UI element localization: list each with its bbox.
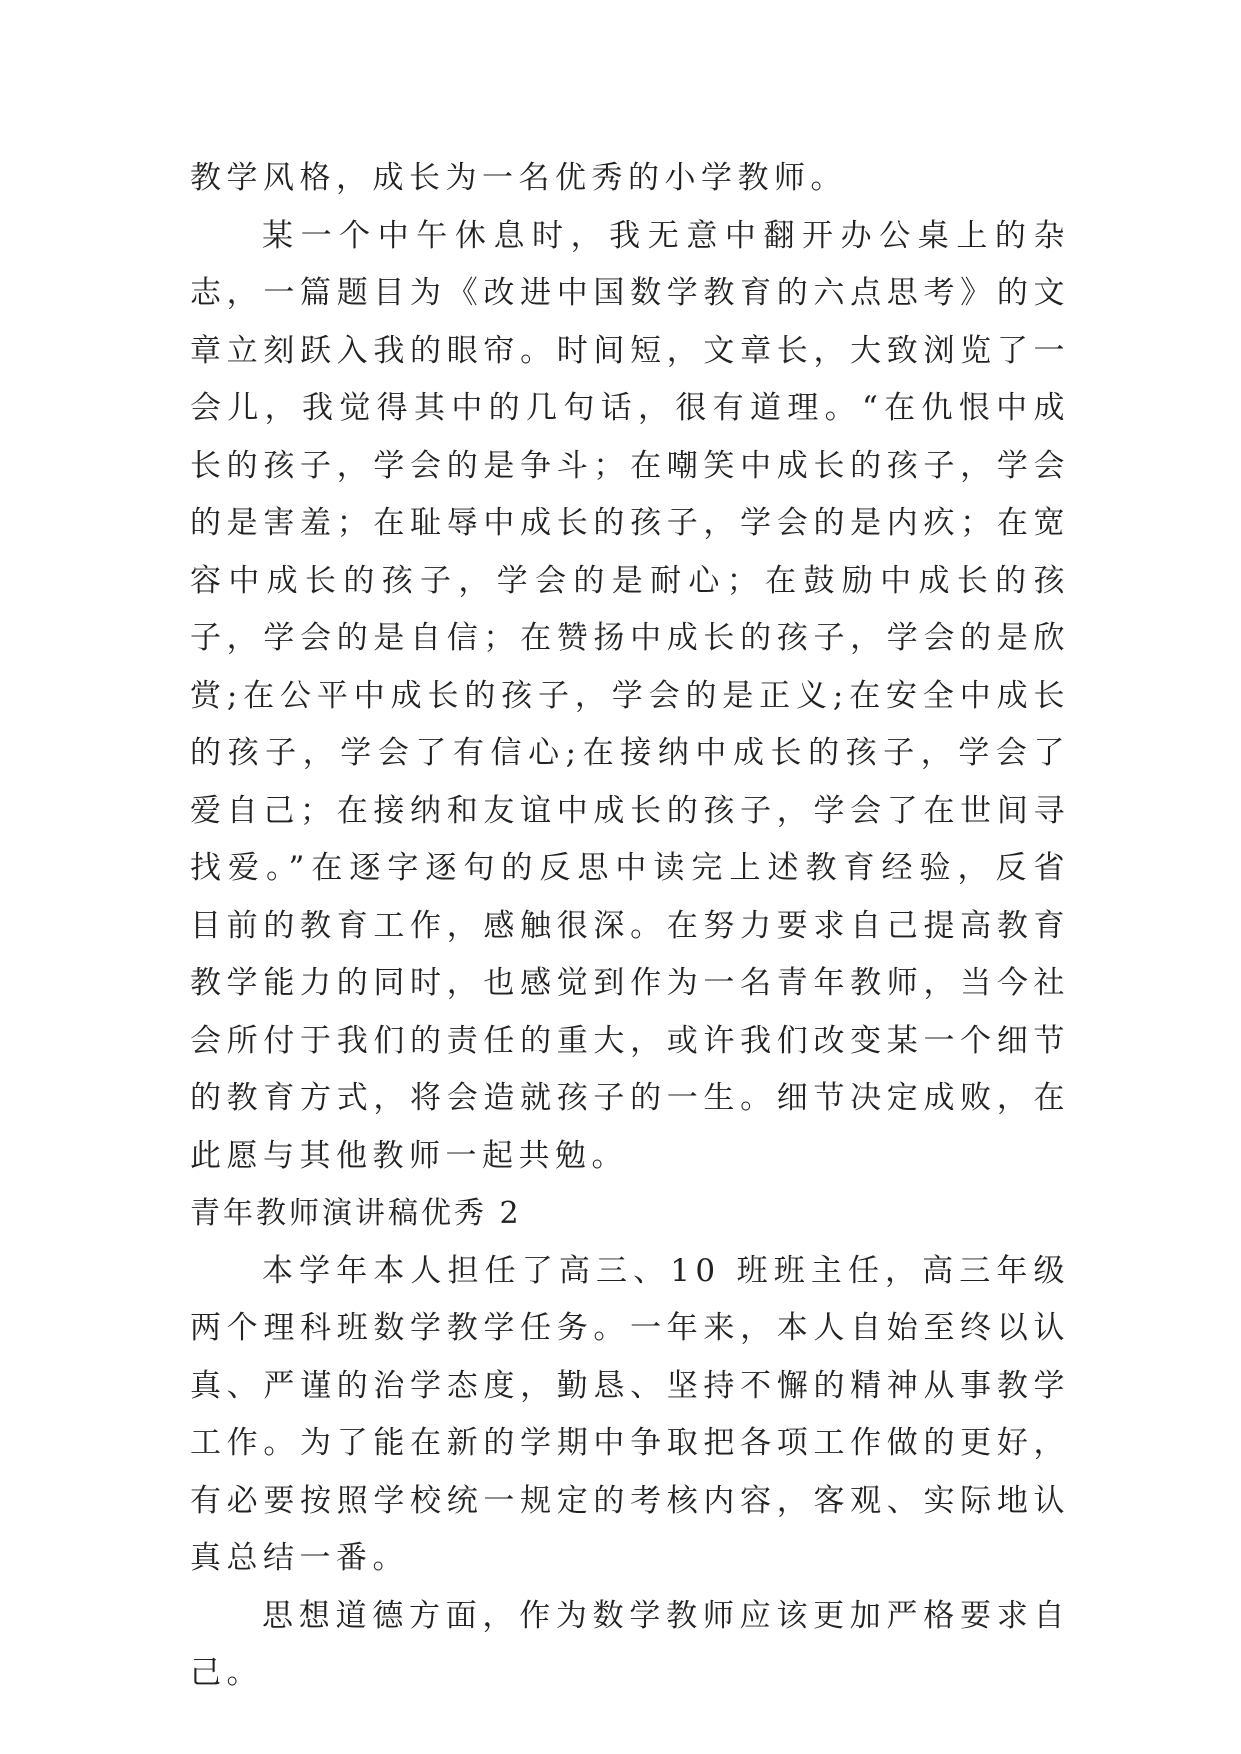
paragraph-work-summary: 本学年本人担任了高三、10 班班主任，高三年级两个理科班数学教学任务。一年来，本人自始至终以认真、严谨的治学态度，勤恳、坚持不懈的精神从事教学工作。为了能在新的学期中争取把各项工作做的更好，有必要按照学校统一规定的考核内容，客观、实际地认真总结一番。 xyxy=(190,1252,1070,1576)
paragraph-continuation: 教学风格，成长为一名优秀的小学教师。 xyxy=(190,160,847,196)
paragraph-moral-conduct: 思想道德方面，作为数学教师应该更加严格要求自己。 xyxy=(190,1597,1070,1691)
section-heading: 青年教师演讲稿优秀 2 xyxy=(190,1196,522,1231)
paragraph-magazine-reflection: 某一个中午休息时，我无意中翻开办公桌上的杂志，一篇题目为《改进中国数学教育的六点思考》的文章立刻跃入我的眼帘。时间短，文章长，大致浏览了一会儿，我觉得其中的几句话，很有道理。“在仇恨中成长的孩子，学会的是争斗；在嘲笑中成长的孩子，学会的是害羞；在耻辱中成长的孩子，学会的是内疚；在宽容中成长的孩子，学会的是耐心；在鼓励中成长的孩子，学会的是自信；在赞扬中成长的孩子，学会的是欣赏;在公平中成长的孩子，学会的是正义;在安全中成长的孩子，学会了有信心;在接纳中成长的孩子，学会了爱自己；在接纳和友谊中成长的孩子，学会了在世间寻找爱。”在逐字逐句的反思中读完上述教育经验，反省目前的教育工作，感触很深。在努力要求自己提高教育教学能力的同时，也感觉到作为一名青年教师，当今社会所付于我们的责任的重大，或许我们改变某一个细节的教育方式，将会造就孩子的一生。细节决定成败，在此愿与其他教师一起共勉。 xyxy=(190,217,1070,1174)
document-body xyxy=(190,150,1070,1703)
